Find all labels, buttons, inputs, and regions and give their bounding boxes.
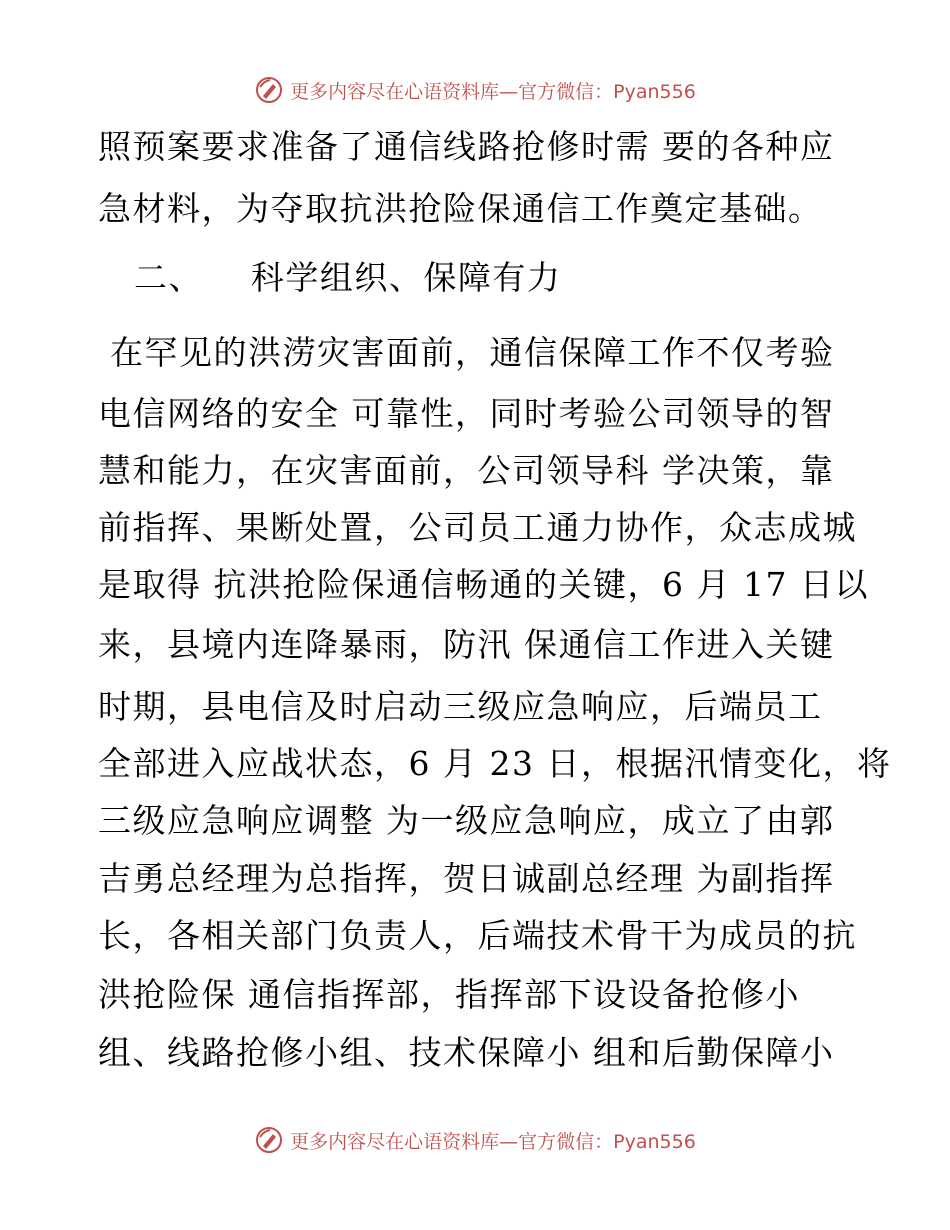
text-line: 在罕见的洪涝灾害面前，通信保障工作不仅考验: [98, 333, 835, 372]
watermark-text: 更多内容尽在心语资料库—官方微信：Pyan556: [290, 1130, 696, 1153]
text-line: 来，县境内连降暴雨，防汛 保通信工作进入关键: [98, 625, 835, 664]
text-line: 三级应急响应调整 为一级应急响应，成立了由郭: [98, 801, 835, 840]
text-line: 长，各相关部门负责人，后端技术骨干为成员的抗: [98, 916, 857, 955]
text-line: 急材料，为夺取抗洪抢险保通信工作奠定基础。: [98, 189, 823, 228]
text-line: 前指挥、果断处置，公司员工通力协作，众志成城: [98, 508, 857, 547]
watermark-text: 更多内容尽在心语资料库—官方微信：Pyan556: [290, 80, 696, 103]
text-line: 时期，县电信及时启动三级应急响应，后端员工: [98, 687, 823, 726]
text-line: 吉勇总经理为总指挥，贺日诚副总经理 为副指挥: [98, 859, 835, 898]
text-line: 洪抢险保 通信指挥部，指挥部下设设备抢修小: [98, 975, 800, 1014]
text-line: 照预案要求准备了通信线路抢修时需 要的各种应: [98, 127, 835, 166]
section-heading: 二、 科学组织、保障有力: [98, 258, 562, 297]
pen-seal-icon: [254, 1125, 284, 1155]
text-line: 电信网络的安全 可靠性，同时考验公司领导的智: [98, 394, 835, 433]
footer-watermark: [0, 1120, 950, 1160]
text-line: 组、线路抢修小组、技术保障小 组和后勤保障小: [98, 1033, 835, 1072]
text-line: 全部进入应战状态，6 月 23 日，根据汛情变化，将: [98, 744, 892, 783]
footer-watermark-inner: [254, 1125, 696, 1155]
text-line: 慧和能力，在灾害面前，公司领导科 学决策，靠: [98, 451, 835, 490]
text-line: 是取得 抗洪抢险保通信畅通的关键，6 月 17 日以: [98, 565, 869, 604]
